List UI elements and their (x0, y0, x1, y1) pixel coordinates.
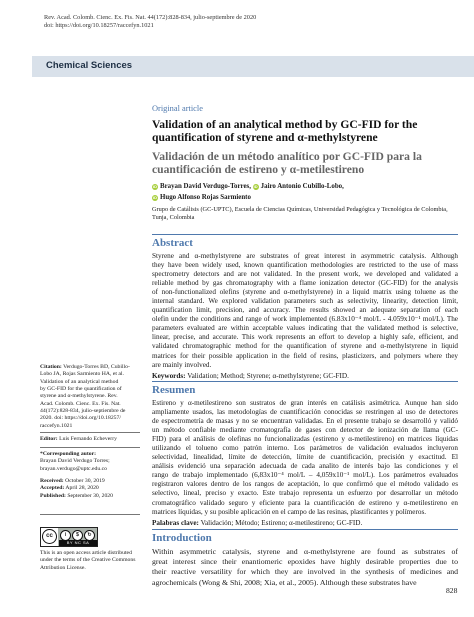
editor-name: Luis Fernando Echeverry (57, 436, 117, 442)
introduction-heading: Introduction (152, 532, 212, 544)
abstract-line: internal standard. We explored validation parameters such as selectivity, linearity, detection limit, (152, 297, 458, 306)
attribution-icon: i (60, 530, 71, 541)
abstract-line: Styrene and α-methylstyrene are substrates of great interest in asymmetric catalysis. Although (152, 252, 458, 260)
author-name: Brayan David Verdugo-Torres, (160, 183, 251, 190)
sharealike-icon: ↻ (84, 530, 95, 541)
abstract-line: they have been widely used, known quantification methodologies are restricted to the use of mass (152, 261, 458, 270)
citation-label: Citation: (40, 364, 62, 370)
abstract-line: of non-functionalized olefins (styrene and α-methylstyrene) in a liquid matrix using toluene as the (152, 288, 458, 297)
editor-label: Editor: (40, 436, 58, 442)
license-line: Attribution License. (40, 564, 86, 571)
affiliation: Grupo de Catálisis (GC-UPTC), Escuela de Ciencias Químicas, Universidad Pedagógica y Tecnológica de Colombia, Tunja, Colombia (152, 206, 448, 221)
resumen-line: registraron valores dentro de los rangos de aceptación, lo que confirmó que el método validado es (152, 480, 458, 489)
corresponding-email[interactable]: brayan.verdugo@uptc.edu.co (40, 465, 107, 472)
introduction-body (152, 547, 458, 588)
abstract-body (152, 252, 458, 370)
introduction-line: their reactive versatility for which they are involved in the synthesis of medicines and (152, 567, 458, 577)
license-line: This is an open access article distributed (40, 550, 132, 556)
introduction-line: great interest since their enantiomeric epoxides have highly desirable properties due to (152, 557, 458, 567)
corresponding-label: *Corresponding autor: (40, 451, 96, 457)
resumen-line: un método confiable mediante cromatografía de gases con detector de ionización de llama (GC- (152, 426, 458, 435)
article-type: Original article (152, 104, 203, 113)
resumen-line: de espectrometría de masas y no se encuentran validadas. En el presente trabajo se desarrolló y validó (152, 417, 458, 426)
published-label: Published: (40, 492, 66, 499)
resumen-heading: Resumen (152, 384, 196, 396)
received-date: October 30, 2019 (63, 478, 105, 484)
section-band-label: Chemical Sciences (46, 60, 133, 71)
sidebar-divider (40, 432, 140, 433)
sidebar-dates (40, 478, 140, 500)
journal-citation: Rev. Acad. Colomb. Cienc. Ex. Fis. Nat. 44(172):828-834, julio-septiembre de 2020 (44, 14, 257, 21)
section-divider (152, 234, 458, 235)
accepted-label: Accepted: (40, 485, 65, 492)
citation-line: by GC-FID for the quantification of (40, 386, 122, 393)
abstract-line: linear, precise, and accurate. This work represents an effort to develop a highly safe, efficient, and (152, 333, 458, 342)
orcid-icon[interactable]: iD (253, 184, 258, 189)
sidebar-editor (40, 436, 140, 443)
abstract-line: matrices for their possible application in the field of resins, plasticizers, and polymers where they (152, 351, 458, 360)
abstract-line: parameters evaluated are within acceptable values indicating that the validated method is selective, (152, 324, 458, 333)
received-label: Received: (40, 478, 64, 484)
palabras-clave-text: Validación; Método; Estireno; α-metilestireno; GC-FID. (200, 519, 363, 527)
abstract-line: olefin under the conditions and range of work implemented (6.83x10⁻⁴ mol/L - 4.059x10⁻¹ mol/L). The (152, 315, 458, 324)
citation-line: Validation of an analytical method (40, 378, 119, 385)
section-divider (152, 529, 458, 530)
noncommercial-icon: $ (72, 530, 83, 541)
sidebar-correspondence (40, 451, 140, 473)
resumen-line: rango de trabajo implementado (6,83x10⁻⁴ mol/L – 4,059x10⁻¹ mol/L). Los parámetros evaluados (152, 471, 458, 480)
author-list (152, 181, 452, 203)
introduction-line: agrochemicals (Wong & Shi, 2008; Xia, et al., 2005). Although these substrates have (152, 577, 417, 587)
citation-line: Lobo JA, Rojas Sarmiento HA, et al. (40, 371, 124, 378)
author-name: Hugo Alfonso Rojas Sarmiento (160, 194, 251, 201)
palabras-clave (152, 519, 458, 528)
orcid-icon[interactable]: iD (153, 184, 157, 189)
abstract-line: are mainly involved. (152, 360, 212, 369)
resumen-line: selectividad, linealidad, límite de detección, límite de cuantificación, precisión y exactitud. El (152, 453, 458, 462)
citation-line: 44(172):828-834, julio-septiembre de (40, 408, 126, 415)
title-english: Validation of an analytical method by GC-FID for the quantification of styrene and α-methylstyrene (152, 118, 418, 145)
resumen-line: utilizando el tolueno como patrón interno. Los parámetros de validación evaluados incluyeron (152, 444, 458, 453)
abstract-line: quantification limit, precision, and accuracy. The results showed an adequate separation of each (152, 306, 458, 315)
title-spanish: Validación de un método analítico por GC-FID para la cuantificación de estireno y α-metilestireno (152, 150, 422, 177)
journal-doi: doi: https://doi.org/10.18257/raccefyn.1021 (44, 22, 154, 30)
citation-line: Citation: Verdugo-Torres BD, Cubillo- (40, 364, 130, 370)
license-line: under the terms of the Creative Commons (40, 557, 136, 564)
sidebar-divider (40, 447, 140, 448)
resumen-line: Estireno y α-metilestireno son sustratos de gran interés en catálisis asimétrica. Aunque han sido (152, 399, 458, 407)
cc-license-badge[interactable] (40, 527, 98, 547)
section-band (32, 56, 474, 77)
abstract-heading: Abstract (152, 237, 193, 249)
resumen-body (152, 399, 458, 517)
citation-line: Acad. Colomb. Cienc. Ex. Fis. Nat. (40, 400, 121, 407)
resumen-line: selectivo, lineal, preciso y exacto. Este trabajo representa un esfuerzo por desarrollar un método (152, 489, 458, 498)
abstract-line: spectrometry detectors and are not validated. In the present work, we developed and validated a (152, 270, 458, 279)
citation-line: raccefyn.1021 (40, 422, 73, 429)
keywords-text: Validation; Method; Styrene; α-methylstyrene; GC-FID. (187, 372, 349, 380)
citation-line: 2020. doi: https://doi.org/10.18257/ (40, 415, 121, 422)
resumen-line: matrices líquidas, y su posible aplicación en el campo de las resinas, plastificantes y polímeros. (152, 507, 427, 516)
license-text (40, 550, 140, 572)
orcid-icon[interactable]: iD (153, 195, 157, 200)
section-divider (152, 381, 458, 382)
resumen-line: ampliamente usados, las metodologías de cuantificación conocidas se restringen al uso de detectores (152, 408, 458, 417)
keywords (152, 372, 458, 381)
accepted-date: April 28, 2020 (64, 485, 99, 492)
introduction-line: Within asymmetric catalysis, styrene and α-methylstyrene are found as substrates of (152, 547, 458, 556)
cc-icon: cc (42, 529, 57, 544)
sidebar-divider (40, 514, 140, 515)
journal-header (44, 14, 256, 31)
resumen-line: análisis evidenció una separación adecuada de cada analito de interés bajo las condiciones y el (152, 462, 458, 471)
corresponding-name: Brayan David Verdugo Torres; (40, 458, 110, 465)
author-name: Jairo Antonio Cubillo-Lobo, (260, 183, 344, 190)
resumen-line: FID) para el análisis de olefinas no funcionalizadas (estireno y α-metilestireno) en matrices líquidas (152, 435, 458, 444)
keywords-label: Keywords: (152, 372, 186, 380)
abstract-line: reliable method by gas chromatography with a flame ionization detector (GC-FID) for the analysis (152, 279, 458, 288)
abstract-line: validated chromatographic method for the quantification of styrene and α-methylstyrene in liquid (152, 342, 458, 351)
citation-line: styrene and α-methylstyrene. Rev. (40, 393, 118, 400)
published-date: September 30, 2020 (65, 492, 113, 499)
resumen-line: cromatográfico validado seguro y eficiente para la cuantificación de estireno y α-metilestireno en (152, 498, 458, 507)
page-number: 828 (446, 586, 458, 595)
palabras-clave-label: Palabras clave: (152, 519, 199, 527)
cc-tags: BY NC SA (59, 540, 97, 546)
sidebar-citation (40, 364, 140, 430)
